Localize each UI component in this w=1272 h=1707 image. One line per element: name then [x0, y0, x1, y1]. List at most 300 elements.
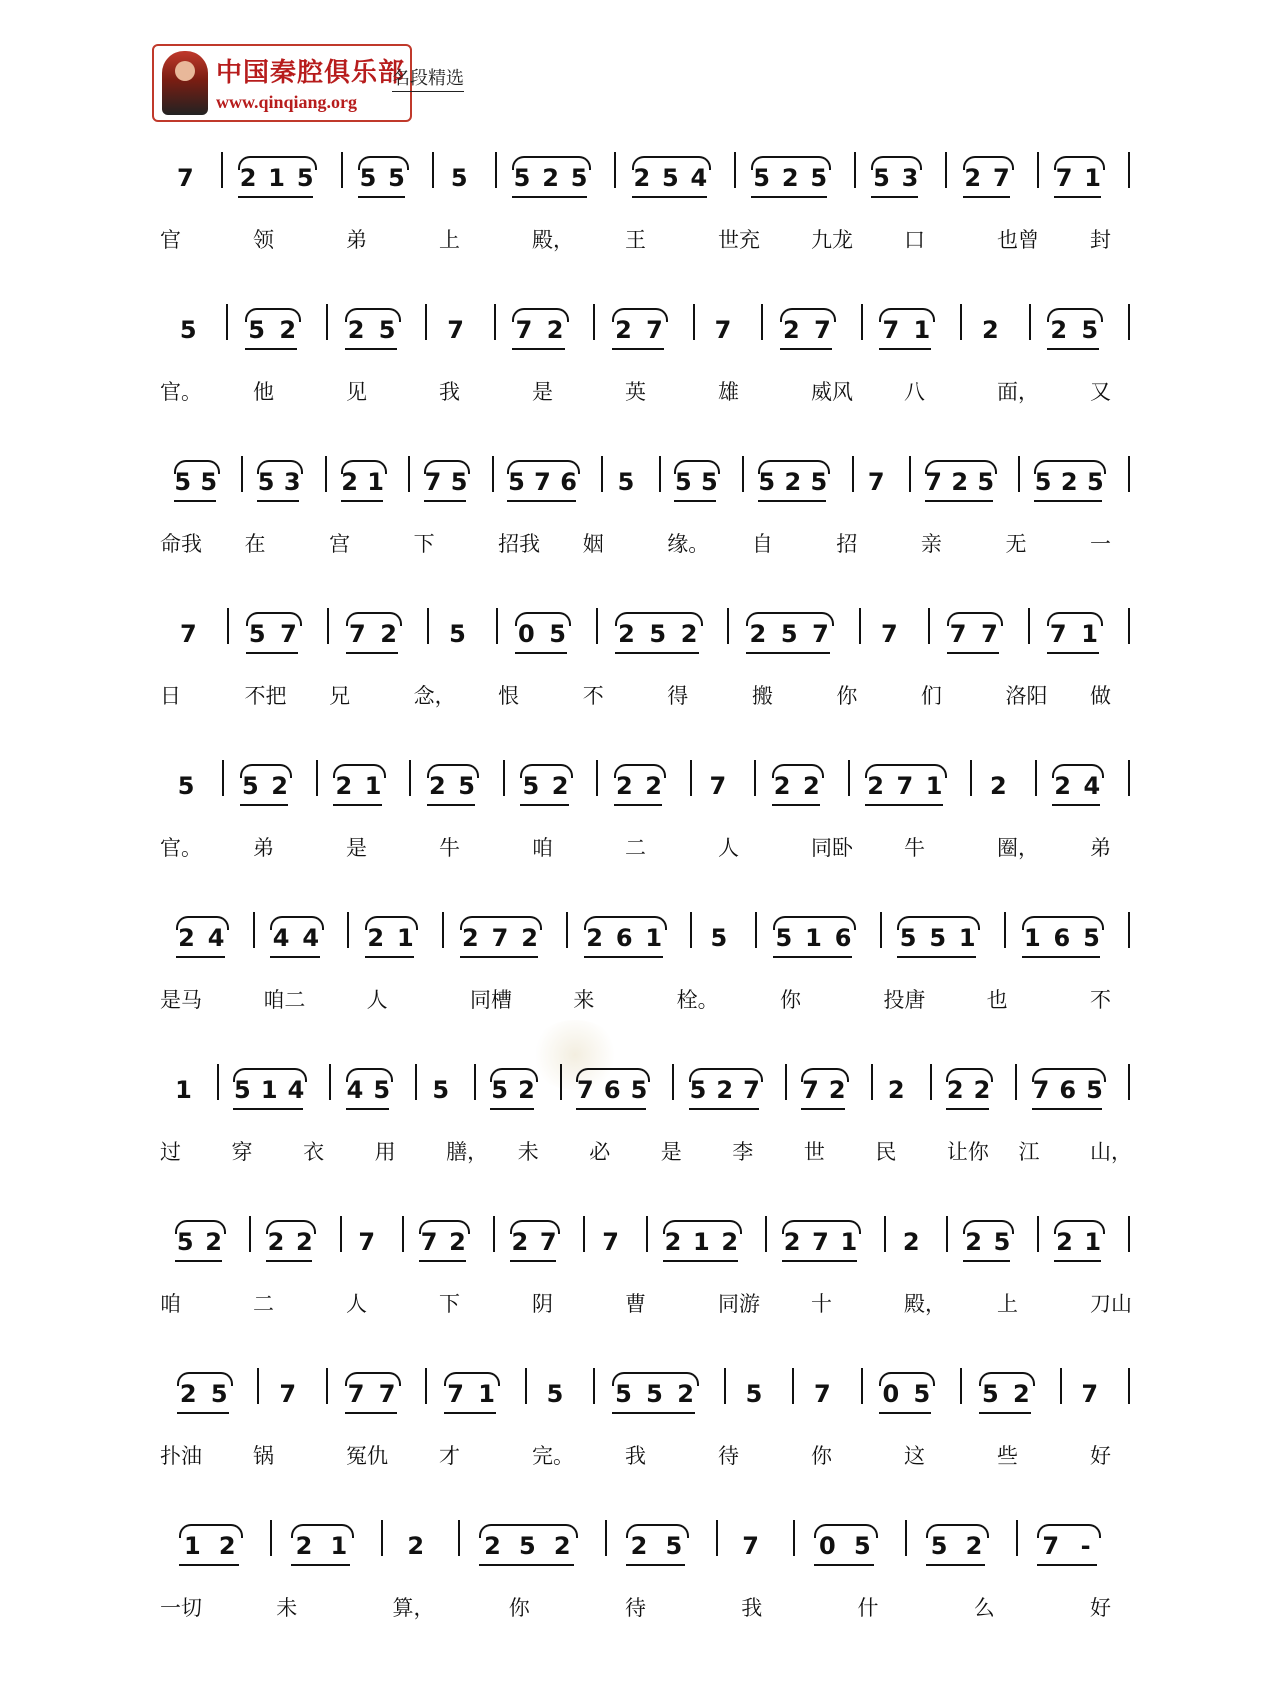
note-digit: 7: [882, 316, 900, 344]
note-digit: 7: [378, 1380, 396, 1408]
note-digit: 5: [388, 164, 405, 192]
slur-mark: [584, 916, 667, 930]
note-digit: 2: [218, 1532, 236, 1560]
lyric-syllable: 锅: [253, 1444, 274, 1468]
beam-line: [773, 956, 852, 958]
slur-mark: [773, 916, 856, 930]
notation-row: [160, 1060, 1130, 1130]
lyric-syllable: 膳，: [446, 1140, 489, 1164]
measure: [417, 1068, 476, 1112]
note-digit: 2: [553, 1532, 571, 1560]
measure: [223, 156, 343, 200]
note-digit: 5: [449, 620, 466, 648]
note-digit: 3: [901, 164, 919, 192]
beam-line: [176, 956, 225, 958]
slur-mark: [1047, 612, 1104, 626]
note-digit: 5: [981, 1380, 999, 1408]
measure: [607, 1524, 719, 1568]
slur-mark: [615, 612, 703, 626]
lyric-syllable: 同槽: [470, 988, 512, 1012]
note-digit: 7: [447, 1380, 464, 1408]
lyric-syllable: 算，: [392, 1596, 435, 1620]
notation-row: [160, 452, 1130, 522]
note-digit: 5: [450, 164, 468, 192]
lyric-syllable: 些: [997, 1444, 1018, 1468]
beam-line: [240, 804, 288, 806]
measure: [850, 764, 973, 808]
note-digit: 1: [693, 1228, 710, 1256]
note-digit: 5: [570, 164, 588, 192]
barline: [1128, 304, 1130, 340]
measure: [1017, 1068, 1130, 1112]
beam-line: [266, 1260, 313, 1262]
score-system: [160, 908, 1130, 1038]
note-digit: 7: [539, 1228, 557, 1256]
note-digit: 2: [521, 924, 538, 952]
note-digit: 2: [407, 1532, 425, 1560]
slur-mark: [963, 156, 1014, 170]
lyric-syllable: 官。: [160, 836, 202, 860]
beam-line: [1054, 196, 1101, 198]
measure: [863, 1372, 962, 1416]
note-digit: 7: [177, 164, 194, 192]
measure: [228, 308, 327, 352]
note-digit: 1: [175, 1076, 192, 1104]
note-digit: 5: [210, 1380, 228, 1408]
lyric-syllable: 人: [718, 836, 739, 860]
lyric-syllable: 你: [780, 988, 801, 1012]
note-digit: 2: [618, 620, 635, 648]
beam-line: [427, 804, 475, 806]
slur-mark: [576, 1068, 650, 1082]
note-digit: 2: [546, 316, 564, 344]
note-digit: 5: [359, 164, 377, 192]
lyric-row: [160, 376, 1130, 412]
beam-line: [1047, 652, 1100, 654]
beam-line: [238, 196, 314, 198]
note-digit: 5: [378, 316, 396, 344]
slur-mark: [419, 1220, 470, 1234]
lyric-syllable: 封: [1090, 228, 1111, 252]
note-digit: 7: [534, 468, 551, 496]
note-digit: 2: [205, 1228, 222, 1256]
lyric-syllable: 弟: [1090, 836, 1111, 860]
slur-mark: [333, 764, 385, 778]
measure: [763, 308, 862, 352]
note-digit: 7: [491, 924, 509, 952]
score-system: [160, 604, 1130, 734]
slur-mark: [626, 1524, 690, 1538]
lyric-syllable: 曹: [625, 1292, 646, 1316]
slur-mark: [257, 460, 303, 474]
lyric-syllable: 世充: [718, 228, 760, 252]
measure: [907, 1524, 1019, 1568]
measure: [595, 1372, 726, 1416]
slur-mark: [345, 1372, 401, 1386]
beam-line: [245, 348, 297, 350]
beam-line: [963, 196, 1010, 198]
lyric-syllable: 恨: [498, 684, 520, 708]
note-digit: 7: [347, 1380, 365, 1408]
slur-mark: [663, 1220, 742, 1234]
lyric-syllable: 扑油: [160, 1444, 202, 1468]
beam-line: [490, 1108, 534, 1110]
measure: [328, 1372, 427, 1416]
note-digit: 1: [260, 1076, 278, 1104]
slur-mark: [174, 460, 220, 474]
note-digit: 7: [1032, 1076, 1050, 1104]
note-digit: 5: [977, 468, 995, 496]
slur-mark: [291, 1524, 355, 1538]
barline: [1128, 152, 1130, 188]
note-digit: 5: [1083, 924, 1100, 952]
note-digit: 5: [929, 924, 947, 952]
barline: [1128, 608, 1130, 644]
slur-mark: [946, 1068, 994, 1082]
slur-mark: [979, 1372, 1035, 1386]
measure: [729, 612, 860, 656]
note-digit: 7: [867, 468, 885, 496]
measure: [794, 1372, 862, 1416]
slur-mark: [1047, 308, 1103, 322]
lyric-syllable: 英: [625, 380, 646, 404]
notation-row: [160, 148, 1130, 218]
lyric-syllable: 衣: [303, 1140, 325, 1164]
beam-line: [801, 1108, 845, 1110]
lyric-syllable: 过: [160, 1140, 181, 1164]
note-digit: 7: [358, 1228, 376, 1256]
beam-line: [333, 804, 381, 806]
lyric-syllable: 八: [904, 380, 925, 404]
lyric-syllable: 李: [732, 1140, 754, 1164]
measure: [349, 916, 444, 960]
notation-row: [160, 1516, 1130, 1586]
lyric-syllable: 山，: [1090, 1140, 1132, 1164]
note-digit: 5: [1086, 1076, 1103, 1104]
measure: [886, 1220, 948, 1264]
note-digit: 5: [257, 468, 275, 496]
note-digit: 2: [981, 316, 999, 344]
lyric-syllable: 不: [1090, 988, 1111, 1012]
slur-mark: [245, 308, 301, 322]
notation-row: [160, 1364, 1130, 1434]
note-digit: 2: [178, 924, 195, 952]
slur-mark: [814, 1524, 878, 1538]
beam-line: [612, 1412, 695, 1414]
note-digit: 2: [551, 772, 569, 800]
beam-line: [424, 500, 466, 502]
note-digit: 5: [745, 1380, 763, 1408]
logo-title: 中国秦腔俱乐部: [216, 58, 406, 88]
lyric-syllable: 威风: [811, 380, 853, 404]
note-digit: 5: [662, 164, 679, 192]
measure: [494, 460, 604, 504]
slur-mark: [341, 460, 387, 474]
note-digit: 2: [902, 1228, 920, 1256]
note-digit: 2: [664, 1228, 682, 1256]
note-digit: 1: [268, 164, 285, 192]
measure: [756, 764, 849, 808]
measure: [932, 1068, 1018, 1112]
measure: [527, 1372, 595, 1416]
beam-line: [1037, 1564, 1097, 1566]
beam-line: [346, 1108, 390, 1110]
measure: [404, 1220, 495, 1264]
slur-mark: [479, 1524, 578, 1538]
beam-line: [444, 1412, 496, 1414]
note-digit: 2: [1060, 468, 1078, 496]
measure: [497, 156, 617, 200]
score-system: [160, 1212, 1130, 1342]
measure: [962, 308, 1030, 352]
note-digit: 2: [586, 924, 603, 952]
note-digit: 1: [330, 1532, 348, 1560]
lyric-syllable: 也曾: [997, 228, 1039, 252]
note-digit: 3: [283, 468, 301, 496]
lyric-row: [160, 1592, 1130, 1628]
notation-row: [160, 604, 1130, 674]
note-digit: 2: [680, 620, 698, 648]
measure: [160, 1220, 251, 1264]
note-digit: 0: [819, 1532, 836, 1560]
beam-line: [346, 652, 399, 654]
beam-line: [1034, 500, 1102, 502]
note-digit: 2: [989, 772, 1007, 800]
note-digit: 5: [753, 164, 770, 192]
lyric-syllable: 殿，: [532, 228, 574, 252]
barline: [1128, 456, 1130, 492]
lyric-syllable: 二: [625, 836, 646, 860]
site-logo: [152, 44, 412, 122]
lyric-syllable: 圈，: [997, 836, 1039, 860]
lyric-syllable: 未: [276, 1596, 298, 1620]
measure: [718, 1524, 795, 1568]
measure: [861, 612, 930, 656]
measure: [160, 308, 228, 352]
lyric-syllable: 一切: [160, 1596, 202, 1620]
lyric-syllable: 让你: [946, 1140, 989, 1164]
measure: [251, 1220, 342, 1264]
beam-line: [270, 956, 319, 958]
note-digit: 2: [295, 1228, 313, 1256]
measure: [160, 612, 229, 656]
lyric-syllable: 我: [625, 1444, 646, 1468]
lyric-syllable: 下: [439, 1292, 460, 1316]
note-digit: 5: [780, 620, 798, 648]
slur-mark: [179, 1524, 243, 1538]
note-digit: 5: [775, 924, 793, 952]
lyric-syllable: 世: [803, 1140, 825, 1164]
lyric-syllable: 王: [625, 228, 646, 252]
measure: [1006, 916, 1130, 960]
note-digit: 7: [424, 468, 442, 496]
note-digit: 2: [965, 1228, 982, 1256]
beam-line: [780, 348, 832, 350]
lyric-row: [160, 224, 1130, 260]
slur-mark: [1054, 1220, 1105, 1234]
measure: [259, 1372, 327, 1416]
beam-line: [291, 1564, 351, 1566]
lyric-syllable: 殿，: [904, 1292, 946, 1316]
beam-line: [614, 804, 662, 806]
beam-line: [515, 652, 568, 654]
note-digit: 2: [449, 1228, 466, 1256]
slur-mark: [1054, 156, 1105, 170]
note-digit: 5: [174, 468, 192, 496]
slur-mark: [674, 460, 720, 474]
measure: [434, 156, 497, 200]
beam-line: [1032, 1108, 1102, 1110]
note-digit: 2: [267, 1228, 285, 1256]
lyric-syllable: 江: [1018, 1140, 1040, 1164]
measure: [595, 308, 694, 352]
barline: [1128, 1368, 1130, 1404]
beam-line: [257, 500, 299, 502]
note-digit: 2: [1056, 1228, 1073, 1256]
note-digit: 5: [758, 468, 776, 496]
beam-line: [871, 196, 918, 198]
measure: [495, 1220, 586, 1264]
lyric-syllable: 冤仇: [346, 1444, 388, 1468]
lyric-syllable: 搬: [751, 684, 773, 708]
note-digit: 2: [645, 772, 662, 800]
note-digit: 7: [1042, 1532, 1060, 1560]
measure: [160, 1372, 259, 1416]
beam-line: [782, 1260, 857, 1262]
lyric-syllable: 上: [439, 228, 460, 252]
note-digit: 5: [176, 1228, 194, 1256]
measure: [160, 1524, 272, 1568]
beam-line: [460, 956, 539, 958]
note-digit: 5: [1086, 468, 1104, 496]
note-digit: 7: [577, 1076, 594, 1104]
measure: [562, 1068, 675, 1112]
beam-line: [865, 804, 943, 806]
lyric-syllable: 穿: [231, 1140, 253, 1164]
note-digit: 5: [701, 468, 718, 496]
measure: [342, 1220, 404, 1264]
lyric-row: [160, 528, 1130, 564]
note-digit: 4: [690, 164, 708, 192]
slur-mark: [926, 1524, 990, 1538]
measure: [598, 612, 729, 656]
measure: [767, 1220, 886, 1264]
note-digit: 7: [280, 620, 297, 648]
note-digit: 5: [179, 316, 197, 344]
beam-line: [1054, 1260, 1101, 1262]
measure: [476, 1068, 562, 1112]
measure: [692, 916, 757, 960]
slur-mark: [1037, 1524, 1101, 1538]
logo-url: www.qinqiang.org: [216, 92, 358, 112]
note-digit: 5: [248, 316, 265, 344]
lyric-syllable: 刀山: [1090, 1292, 1132, 1316]
slur-mark: [782, 1220, 861, 1234]
lyric-syllable: 我: [741, 1596, 763, 1620]
measure: [911, 460, 1021, 504]
notation-row: [160, 756, 1130, 826]
lyric-syllable: 也: [986, 988, 1008, 1012]
lyric-syllable: 缘。: [667, 532, 710, 556]
slur-mark: [947, 612, 1004, 626]
lyric-syllable: 人: [366, 988, 388, 1012]
note-digit: 2: [773, 772, 791, 800]
note-digit: 7: [814, 1380, 831, 1408]
lyric-syllable: 民: [875, 1140, 897, 1164]
measure: [661, 460, 744, 504]
score-system: [160, 300, 1130, 430]
lyric-syllable: 是: [532, 380, 553, 404]
measure: [1030, 612, 1130, 656]
note-digit: 1: [367, 468, 384, 496]
lyric-syllable: 阴: [532, 1292, 553, 1316]
slur-mark: [346, 1068, 394, 1082]
note-digit: 5: [665, 1532, 683, 1560]
slur-mark: [427, 764, 479, 778]
note-digit: 5: [993, 1228, 1011, 1256]
beam-line: [507, 500, 575, 502]
note-digit: 5: [296, 164, 314, 192]
slur-mark: [780, 308, 836, 322]
lyric-syllable: 日: [160, 684, 181, 708]
note-digit: 2: [965, 1532, 983, 1560]
lyric-syllable: 你: [836, 684, 858, 708]
beam-line: [341, 500, 383, 502]
note-digit: 2: [295, 1532, 313, 1560]
measure: [854, 460, 911, 504]
beam-line: [814, 1564, 874, 1566]
measure: [343, 156, 434, 200]
measure: [460, 1524, 607, 1568]
measure: [224, 764, 317, 808]
score-system: [160, 1364, 1130, 1494]
beam-line: [947, 652, 1000, 654]
note-digit: 2: [271, 772, 288, 800]
slur-mark: [689, 1068, 763, 1082]
note-digit: 7: [349, 620, 366, 648]
beam-line: [674, 500, 716, 502]
note-digit: 7: [812, 1228, 829, 1256]
note-digit: 7: [1055, 164, 1073, 192]
beam-line: [689, 1108, 759, 1110]
score-system: [160, 1060, 1130, 1190]
note-digit: 2: [951, 468, 969, 496]
beam-line: [758, 500, 826, 502]
note-digit: 1: [478, 1380, 495, 1408]
lyric-syllable: 做: [1090, 684, 1111, 708]
lyric-syllable: 你: [811, 1444, 832, 1468]
slur-mark: [879, 308, 935, 322]
slur-mark: [345, 308, 401, 322]
lyric-syllable: 二: [253, 1292, 274, 1316]
measure: [229, 612, 329, 656]
note-digit: 5: [513, 164, 531, 192]
measure: [962, 1372, 1061, 1416]
beam-line: [751, 196, 827, 198]
note-digit: 7: [1081, 1380, 1099, 1408]
beam-line: [979, 1412, 1031, 1414]
lyric-syllable: 咱二: [263, 988, 306, 1012]
slur-mark: [490, 1068, 538, 1082]
lyric-syllable: 领: [253, 228, 274, 252]
note-digit: 1: [913, 316, 931, 344]
beam-line: [632, 196, 708, 198]
note-digit: 2: [239, 164, 257, 192]
measure: [1031, 308, 1130, 352]
slur-mark: [346, 612, 403, 626]
note-digit: 7: [949, 620, 967, 648]
measure: [160, 460, 243, 504]
